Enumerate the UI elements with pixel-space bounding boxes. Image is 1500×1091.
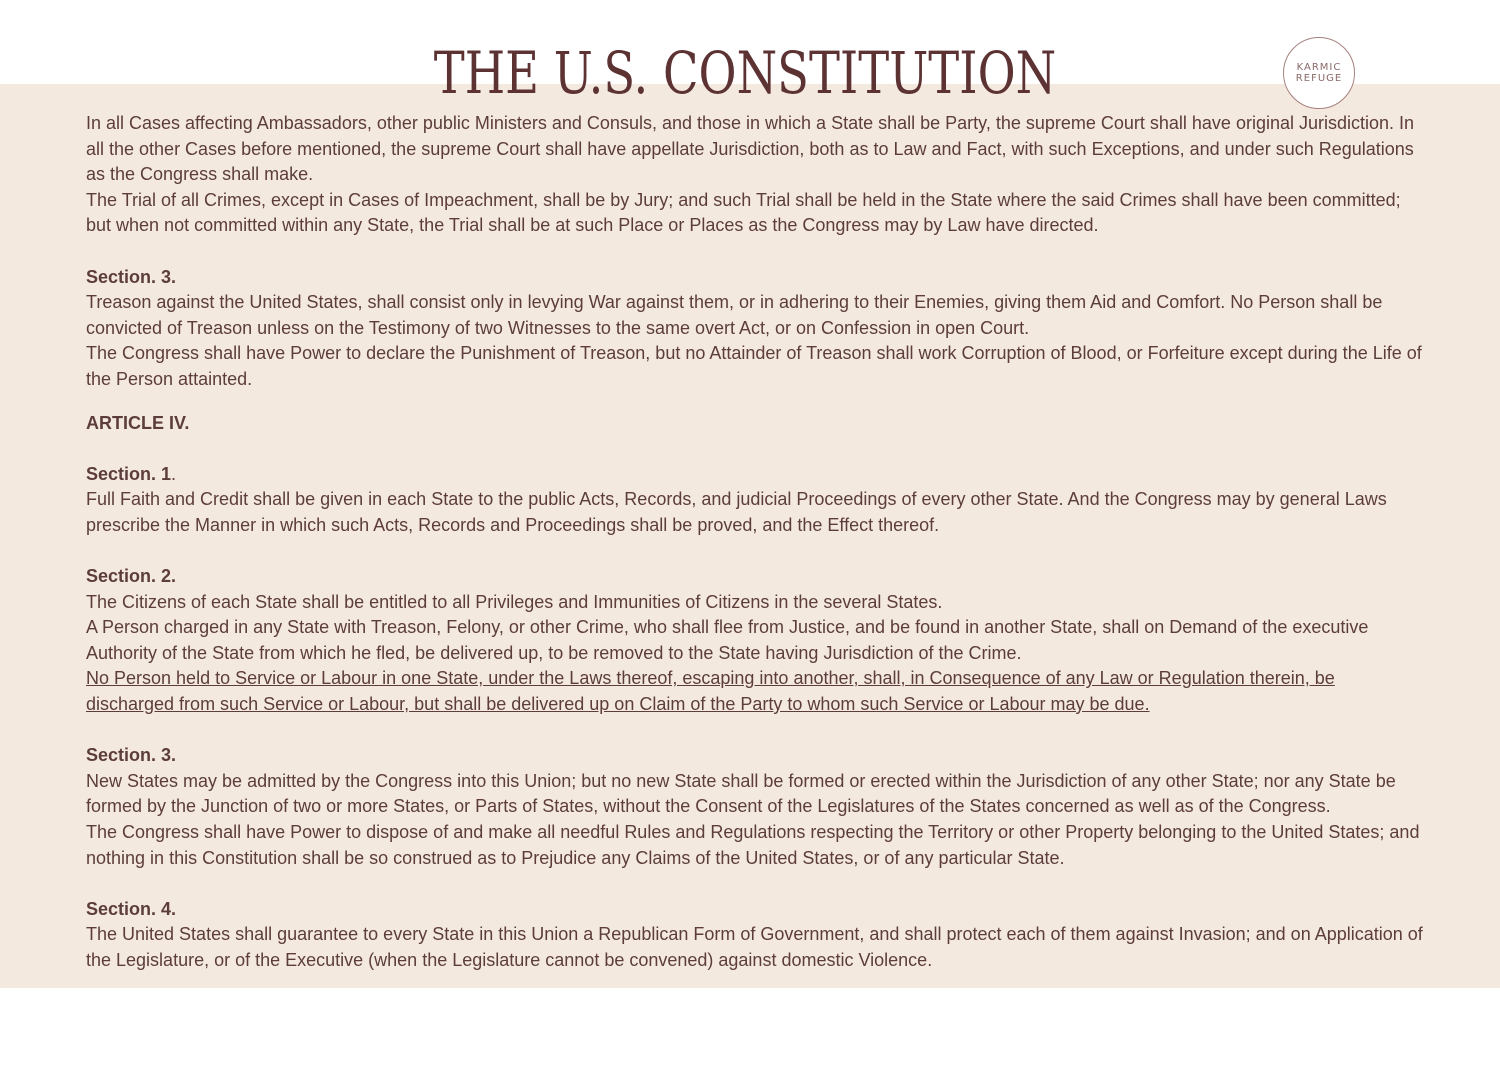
karmic-refuge-logo [1283,37,1355,109]
paragraph-treason-punishment: The Congress shall have Power to declare the Punishment of Treason, but no Attainder of Treason shall work Corruption of Blood, or Forfeiture except during the Life of the Person attainted. [86,343,1422,389]
section-heading: Section. 4. [86,898,177,919]
paragraph-full-faith-credit: Full Faith and Credit shall be given in each State to the public Acts, Records, and judicial Proceedings of every other State. And the Congress may by general Laws prescribe the Manner in which such Acts, Records and Proceedings shall be proved, and the Effect thereof. [86,489,1387,535]
spacer [86,393,1426,411]
paragraph-original-jurisdiction: In all Cases affecting Ambassadors, other public Ministers and Consuls, and those in which a State shall be Party, the supreme Court shall have original Jurisdiction. In all the other Cases before mentioned, the supreme Court shall have appellate Jurisdiction, both as to Law and Fact, with such Exceptions, and under such Regulations as the Congress shall make. [86,113,1415,185]
section-heading: Section. 3. [86,745,177,766]
spacer [86,718,1426,744]
article-heading: ARTICLE IV. [86,412,190,433]
section-heading: Section. 1 [86,463,172,484]
spacer [86,871,1426,897]
spacer [86,436,1426,462]
paragraph-territory-property: The Congress shall have Power to dispose of and make all needful Rules and Regulations respecting the Territory or other Property belonging to the United States; and nothing in this Constitution shall be so construed as to Prejudice any Claims of the United States, or of any particular State. [86,822,1420,868]
section-heading: Section. 3. [86,266,177,287]
section-heading-line [86,462,1426,488]
paragraph-trial-by-jury: The Trial of all Crimes, except in Cases of Impeachment, shall be by Jury; and such Trial shall be held in the State where the said Crimes shall have been committed; but when not committed within any State, the Trial shall be at such Place or Places as the Congress may by Law have directed. [86,189,1401,236]
section-heading-suffix: . [171,463,177,484]
spacer [86,539,1426,565]
section-heading: Section. 2. [86,566,177,587]
document-body [86,111,1426,974]
logo-text-line-2: REFUGE [1295,73,1343,84]
paragraph-privileges-immunities: The Citizens of each State shall be entitled to all Privileges and Immunities of Citizens in the several States. [86,591,943,612]
paragraph-fugitive-labour-underlined: No Person held to Service or Labour in one State, under the Laws thereof, escaping into another, shall, in Consequence of any Law or Regulation therein, be discharged from such Service or Labour, but shall be delivered up on Claim of the Party to whom such Service or Labour may be due. [86,668,1335,715]
spacer [86,239,1426,265]
page-title: THE U.S. CONSTITUTION [433,39,1057,107]
paragraph-treason-definition: Treason against the United States, shall consist only in levying War against them, or in adhering to their Enemies, giving them Aid and Comfort. No Person shall be convicted of Treason unless on the Testimony of two Witnesses to the same overt Act, or on Confession in open Court. [86,292,1383,338]
paragraph-extradition: A Person charged in any State with Treason, Felony, or other Crime, who shall flee from Justice, and be found in another State, shall on Demand of the executive Authority of the State from which he fled, be delivered up, to be removed to the State having Jurisdiction of the Crime. [86,617,1369,663]
logo-text-line-1: KARMIC [1296,62,1342,73]
paragraph-republican-guarantee: The United States shall guarantee to every State in this Union a Republican Form of Government, and shall protect each of them against Invasion; and on Application of the Legislature, or of the Executive (when the Legislature cannot be convened) against domestic Violence. [86,924,1423,970]
paragraph-new-states: New States may be admitted by the Congress into this Union; but no new State shall be formed or erected within the Jurisdiction of any other State; nor any State be formed by the Junction of two or more States, or Parts of States, without the Consent of the Legislatures of the States concerned as well as of the Congress. [86,770,1396,817]
